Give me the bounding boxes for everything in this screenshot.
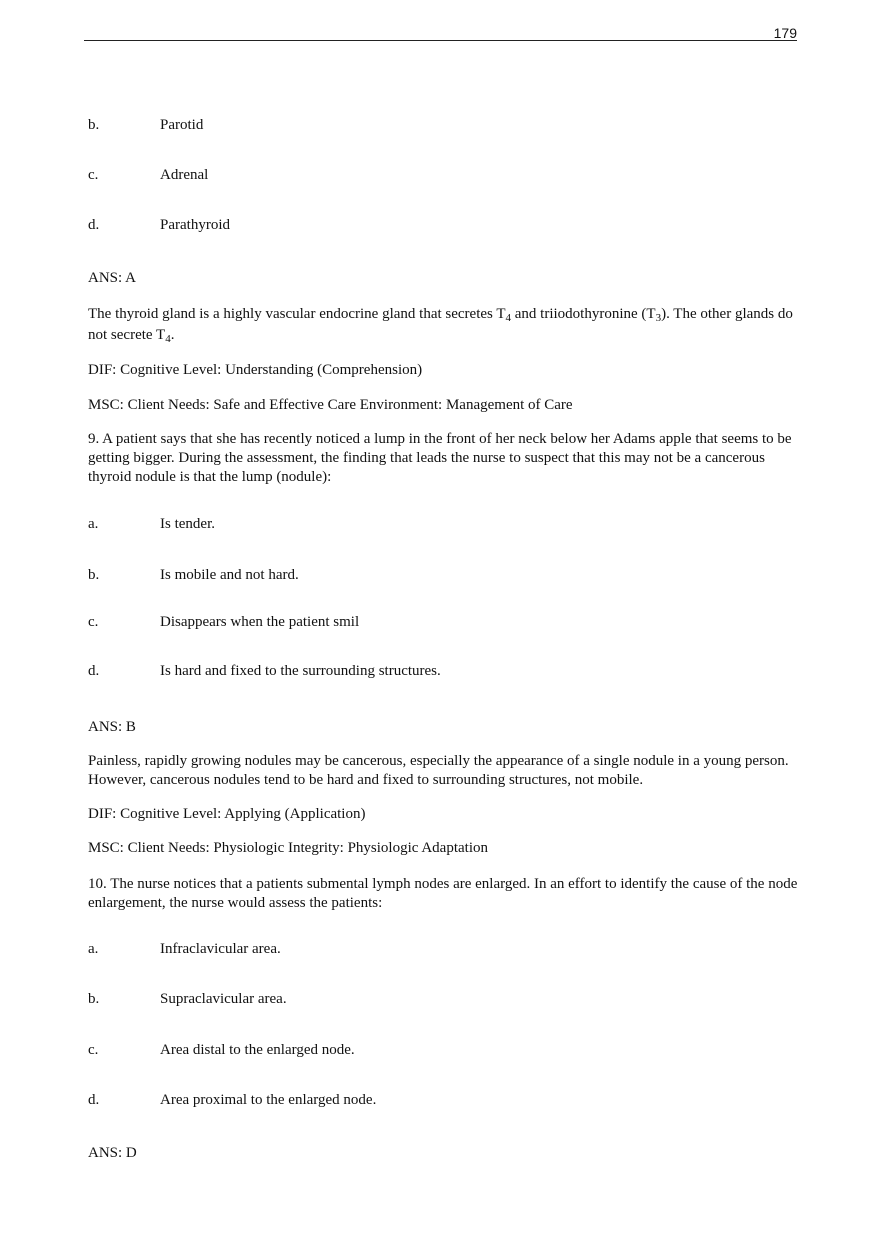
- q9-dif: DIF: Cognitive Level: Applying (Application): [88, 806, 366, 822]
- q9-option-c-text: Disappears when the patient smil: [160, 614, 360, 630]
- q8-dif: DIF: Cognitive Level: Understanding (Comprehension): [88, 362, 423, 378]
- q9-option-b-text: Is mobile and not hard.: [160, 567, 299, 583]
- q8-option-d-text: Parathyroid: [160, 217, 230, 233]
- q9-option-a-letter: a.: [88, 516, 99, 532]
- q10-option-d-text: Area proximal to the enlarged node.: [160, 1092, 377, 1108]
- q8-option-b-letter: b.: [88, 117, 100, 133]
- page-number: 179: [773, 25, 797, 41]
- q10-option-a-letter: a.: [88, 941, 99, 957]
- q10-option-c-letter: c.: [88, 1042, 99, 1058]
- q9-rationale: Painless, rapidly growing nodules may be cancerous, especially the appearance of a single nodule in a young person. However, cancerous nodules tend to be hard and fixed to surrounding structures, not mobile.: [88, 753, 789, 788]
- q9-option-d-text: Is hard and fixed to the surrounding structures.: [160, 663, 441, 679]
- q10-option-b-letter: b.: [88, 991, 100, 1007]
- q9-question: 9. A patient says that she has recently noticed a lump in the front of her neck below her Adams apple that seems to be getting bigger. During the assessment, the finding that leads the nurse to suspect that this may not be a cancerous thyroid nodule is that the lump (nodule):: [88, 431, 792, 485]
- q9-msc: MSC: Client Needs: Physiologic Integrity: Physiologic Adaptation: [88, 840, 488, 856]
- q8-msc: MSC: Client Needs: Safe and Effective Care Environment: Management of Care: [88, 397, 573, 413]
- q10-option-c-text: Area distal to the enlarged node.: [160, 1042, 355, 1058]
- q9-option-b-letter: b.: [88, 567, 100, 583]
- q8-option-c-letter: c.: [88, 167, 99, 183]
- q9-option-a-text: Is tender.: [160, 516, 215, 532]
- q10-option-d-letter: d.: [88, 1092, 100, 1108]
- q8-answer: ANS: A: [88, 270, 136, 286]
- q8-option-c-text: Adrenal: [160, 167, 209, 183]
- q10-question: 10. The nurse notices that a patients submental lymph nodes are enlarged. In an effort to identify the cause of the node enlargement, the nurse would assess the patients:: [88, 876, 798, 911]
- q8-option-b-text: Parotid: [160, 117, 204, 133]
- q9-option-d-letter: d.: [88, 663, 100, 679]
- q10-answer: ANS: D: [88, 1145, 137, 1161]
- header-rule: [84, 40, 797, 41]
- q10-option-b-text: Supraclavicular area.: [160, 991, 287, 1007]
- q10-option-a-text: Infraclavicular area.: [160, 941, 281, 957]
- q8-rationale: The thyroid gland is a highly vascular endocrine gland that secretes $T_4$ and triiodothyronine $(T_3)$. The other glands do not secrete $T_4$.: [88, 306, 793, 345]
- q9-answer: ANS: B: [88, 719, 136, 735]
- q8-option-d-letter: d.: [88, 217, 100, 233]
- q9-option-c-letter: c.: [88, 614, 99, 630]
